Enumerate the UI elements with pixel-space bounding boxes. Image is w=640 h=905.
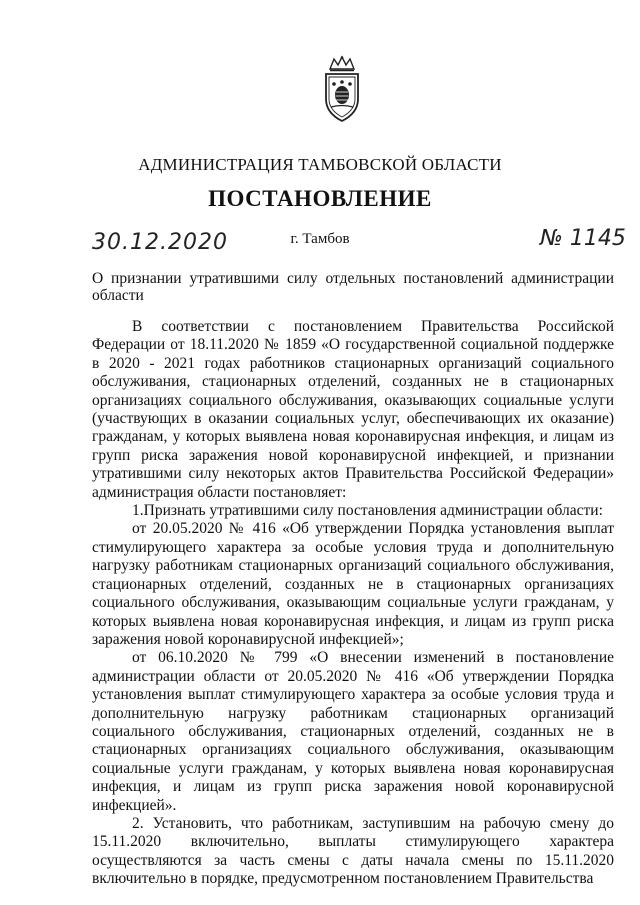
organization-name: АДМИНИСТРАЦИЯ ТАМБОВСКОЙ ОБЛАСТИ: [138, 155, 502, 174]
document-type-title: ПОСТАНОВЛЕНИЕ: [208, 186, 432, 211]
clause-1-item-2: от 06.10.2020 № 799 «О внесении изменений в постановление администрации области от 20.05.2020 № 416 «Об утверждении Порядка установления выплат стимулирующего характера за особые условия труда и дополнительную нагрузку работникам стационарных организаций социального обслуживания, стационарных отделений, созданных не в стационарных организациях социального обслуживания, оказывающим социальные услуги гражданам, у которых выявлена новая коронавирусная инфекция, и лицам из групп риска заражения новой коронавирусной инфекцией».: [92, 649, 614, 814]
document-body: [92, 318, 614, 889]
clause-1-item-1: от 20.05.2020 № 416 «Об утверждении Порядка установления выплат стимулирующего характера за особые условия труда и дополнительную нагрузку работникам стационарных организаций социального обслуживания, стационарных отделений, созданных не в стационарных организациях социального обслуживания, оказывающим социальные услуги гражданам, у которых выявлена новая коронавирусная инфекция, и лицам из групп риска заражения новой коронавирусной инфекцией»;: [92, 520, 614, 648]
coat-of-arms-icon: [318, 55, 366, 125]
preamble-paragraph: В соответствии с постановлением Правительства Российской Федерации от 18.11.2020 № 1859 «О государственной социальной поддержке в 2020 - 2021 годах работников стационарных организаций социального обслуживания, стационарных отделений, созданных не в стационарных организациях социального обслуживания, оказывающих социальные услуги (участвующих в оказании социальных услуг, обеспечивающих их оказание) гражданам, у которых выявлена новая коронавирусная инфекция, и лицам из групп риска заражения новой коронавирусной инфекцией, и признании утратившими силу некоторых актов Правительства Российской Федерации» администрация области постановляет:: [92, 318, 614, 501]
clause-2-paragraph: 2. Установить, что работникам, заступившим на рабочую смену до 15.11.2020 включительно, выплаты стимулирующего характера осуществляются за часть смены с даты начала смены по 15.11.2020 включительно в порядке, предусмотренном постановлением Правительства: [92, 814, 614, 888]
handwritten-document-number: № 1145: [540, 226, 626, 251]
city-name: г. Тамбов: [290, 231, 350, 247]
document-subject: О признании утратившими силу отдельных постановлений администрации области: [92, 270, 614, 304]
clause-1-paragraph: 1.Признать утратившими силу постановления администрации области:: [132, 502, 603, 520]
handwritten-date: 30.12.2020: [92, 230, 228, 255]
